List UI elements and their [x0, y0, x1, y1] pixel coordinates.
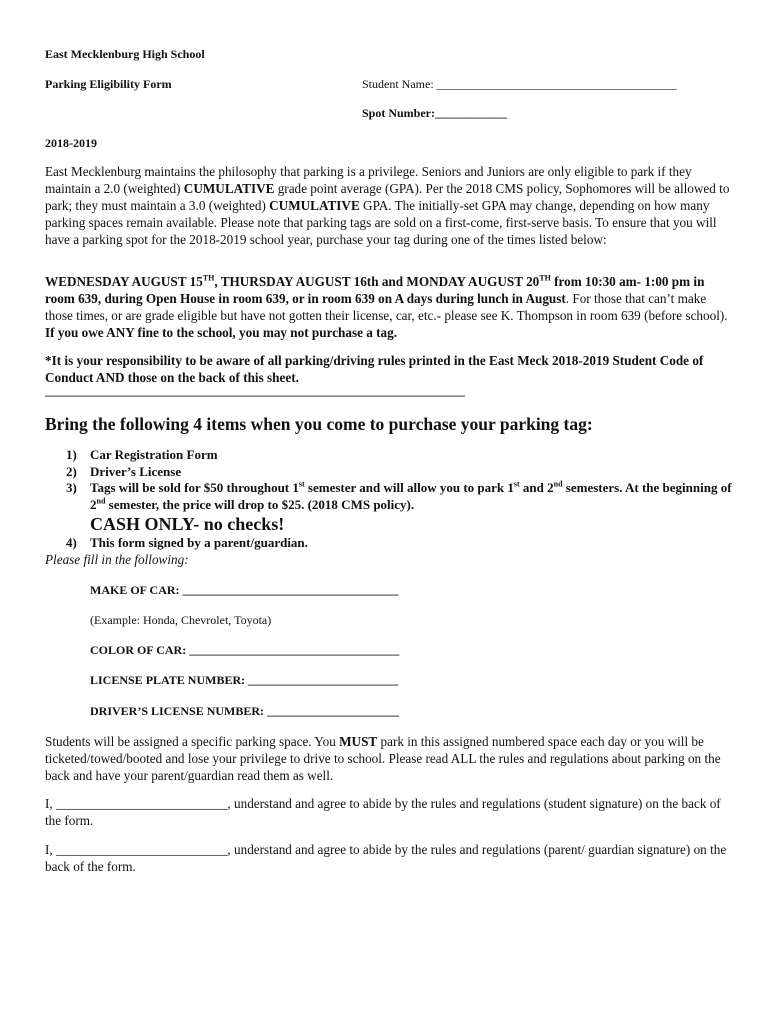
school-year: 2018-2019 — [45, 136, 97, 150]
list-item: 4) This form signed by a parent/guardian. — [66, 535, 308, 550]
color-of-car-field[interactable]: COLOR OF CAR: ___________________________________ — [90, 643, 400, 657]
school-name: East Mecklenburg High School — [45, 47, 205, 61]
responsibility-note: *It is your responsibility to be aware of all parking/driving rules printed in the East Meck 2018-2019 Student Code of Conduct AND those on the back of this sheet. — [45, 353, 704, 385]
purchase-dates-paragraph: WEDNESDAY AUGUST 15TH, THURSDAY AUGUST 16th and MONDAY AUGUST 20TH from 10:30 am- 1:00 pm in room 639, during Open House in room 639, or in room 639 on A days during lunch in August. For those that can’t make those times, or are grade eligible but have not gotten their license, car, etc.- please see K. Thompson in room 639 (before school). If you owe ANY fine to the school, you may not purchase a tag. — [45, 273, 728, 340]
make-of-car-field[interactable]: MAKE OF CAR: ____________________________________ — [90, 583, 399, 597]
list-item: 2) Driver’s License — [66, 463, 182, 479]
drivers-license-field[interactable]: DRIVER’S LICENSE NUMBER: ______________________ — [90, 704, 400, 718]
form-title: Parking Eligibility Form — [45, 77, 172, 91]
spot-number-field[interactable]: Spot Number:____________ — [362, 106, 508, 120]
divider: ______________________________________________________________________ — [45, 384, 465, 398]
bring-items-heading: Bring the following 4 items when you come to purchase your parking tag: — [45, 414, 593, 434]
assignment-paragraph: Students will be assigned a specific parking space. You MUST park in this assigned numbered space each day or you will be ticketed/towed/booted and lose your privilege to drive to school. Please read ALL the rules and regulations about parking on the back and have your parent/guardian read them as well. — [45, 734, 721, 783]
required-items-list — [66, 447, 746, 552]
list-item: 3) Tags will be sold for $50 throughout 1st semester and will allow you to park 1st and 2nd semesters. At the beginning of 2nd semester, the price will drop to $25. (2018 CMS policy). — [66, 479, 732, 512]
list-item: 1) Car Registration Form — [66, 447, 218, 462]
cash-only-note: CASH ONLY- no checks! — [90, 514, 285, 534]
student-signature-line[interactable]: I, __________________________, understand and agree to abide by the rules and regulations (student signature) on the back of the form. — [45, 796, 721, 828]
student-name-field[interactable]: Student Name: ________________________________________ — [362, 77, 677, 91]
parent-signature-line[interactable]: I, __________________________, understand and agree to abide by the rules and regulations (parent/ guardian signature) on the back of the form. — [45, 842, 727, 874]
fill-in-note: Please fill in the following: — [45, 552, 189, 567]
intro-paragraph: East Mecklenburg maintains the philosophy that parking is a privilege. Seniors and Juniors are only eligible to park if they maintain a 2.0 (weighted) CUMULATIVE grade point average (GPA). Per the 2018 CMS policy, Sophomores will be allowed to park; they must maintain a 3.0 (weighted) CUMULATIVE GPA. The initially-set GPA may change, depending on how many parking spaces remain available. Please note that parking tags are sold on a first-come, first-serve basis. To ensure that you will have a parking spot for the 2018-2019 school year, purchase your tag during one of the times listed below: — [45, 164, 730, 247]
car-example-hint: (Example: Honda, Chevrolet, Toyota) — [90, 613, 272, 627]
license-plate-field[interactable]: LICENSE PLATE NUMBER: _________________________ — [90, 673, 399, 687]
